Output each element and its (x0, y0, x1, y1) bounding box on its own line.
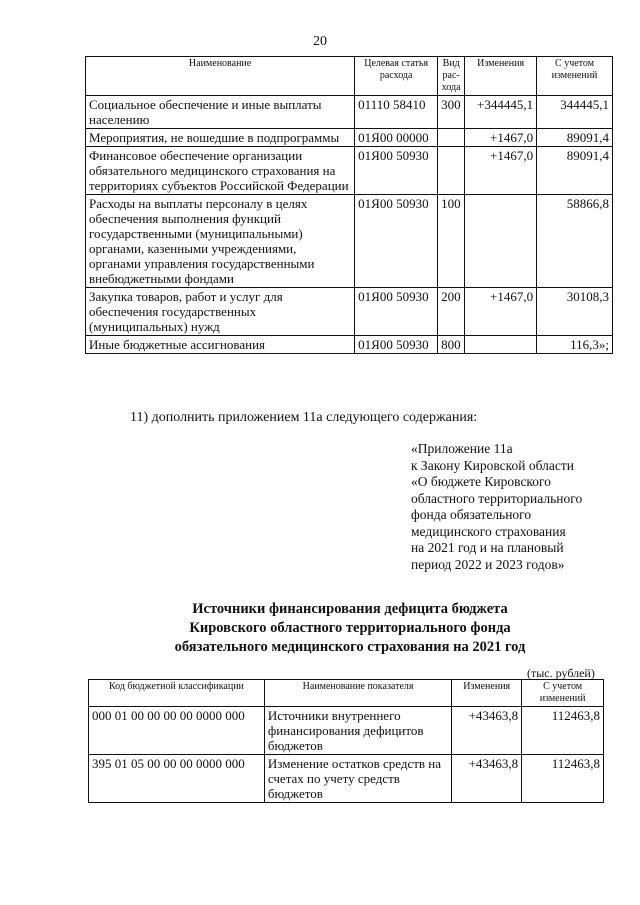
row-name: Источники внутреннего финансирования дефицитов бюджетов (264, 707, 451, 755)
table-header-row (89, 680, 604, 707)
header-total: С учетом изменений (522, 680, 604, 707)
row-total: 58866,8 (537, 195, 613, 288)
row-name: Социальное обеспечение и иные выплаты населению (86, 96, 355, 129)
row-name: Изменение остатков средств на счетах по учету средств бюджетов (264, 755, 451, 803)
expenditure-table (85, 56, 613, 354)
row-code: 000 01 00 00 00 00 0000 000 (89, 707, 265, 755)
appendix-line: «Приложение 11а (411, 441, 513, 456)
appendix-line: «О бюджете Кировского (411, 474, 552, 489)
appendix-line: фонда обязательного (411, 507, 532, 522)
appendix-line: медицинского страхования (411, 523, 566, 539)
row-total: 89091,4 (537, 129, 613, 147)
appendix-header (411, 441, 611, 573)
row-total: 112463,8 (522, 755, 604, 803)
row-code: 01Я00 50930 (355, 147, 438, 195)
title-line: Источники финансирования дефицита бюджета (192, 601, 508, 617)
row-type: 100 (438, 195, 465, 288)
table-row (89, 707, 604, 755)
row-type: 300 (438, 96, 465, 129)
table-row (86, 129, 613, 147)
title-line: обязательного медицинского страхования на 2021 год (174, 639, 526, 655)
header-changes: Изменения (465, 57, 537, 96)
row-name: Закупка товаров, работ и услуг для обеспечения государственных (муниципальных) нужд (86, 288, 355, 336)
row-total: 30108,3 (537, 288, 613, 336)
header-indicator-name: Наименование показателя (264, 680, 451, 707)
row-change: +344445,1 (465, 96, 537, 129)
row-name: Расходы на выплаты персоналу в целях обеспечения выполнения функций государственными (муниципальными) органами, казенными учреждениями, органами управления государственными внебюджетными фондами (86, 195, 355, 288)
header-name: Наименование (86, 57, 355, 96)
page-number: 20 (313, 34, 327, 49)
appendix-line: областного территориального (411, 490, 583, 506)
row-total: 112463,8 (522, 707, 604, 755)
financing-sources-table (88, 679, 604, 803)
row-total: 116,3»; (537, 336, 613, 354)
header-total: С учетом изменений (537, 57, 613, 96)
title-line: Кировского областного территориального фонда (189, 620, 511, 636)
table-header-row (86, 57, 613, 96)
amendment-text: 11) дополнить приложением 11а следующего содержания: (130, 410, 478, 425)
row-type: 800 (438, 336, 465, 354)
row-change: +1467,0 (465, 147, 537, 195)
table-row (86, 195, 613, 288)
row-type (438, 129, 465, 147)
table-row (86, 336, 613, 354)
header-expense-type: Вид рас-хода (438, 57, 465, 96)
row-change: +43463,8 (452, 755, 522, 803)
units-label: (тыс. рублей) (527, 666, 595, 680)
row-code: 01Я00 50930 (355, 336, 438, 354)
row-code: 01Я00 50930 (355, 288, 438, 336)
table-row (86, 147, 613, 195)
document-title (0, 600, 640, 657)
appendix-line: к Закону Кировской области (411, 457, 575, 473)
row-code: 01Я00 00000 (355, 129, 438, 147)
appendix-line: на 2021 год и на плановый (411, 540, 564, 555)
row-code: 01110 58410 (355, 96, 438, 129)
table-row (86, 96, 613, 129)
appendix-line: период 2022 и 2023 годов» (411, 556, 565, 572)
row-code: 01Я00 50930 (355, 195, 438, 288)
row-total: 89091,4 (537, 147, 613, 195)
header-target-article: Целевая статья расхода (355, 57, 438, 96)
header-changes: Изменения (452, 680, 522, 707)
row-change (465, 336, 537, 354)
row-name: Иные бюджетные ассигнования (86, 336, 355, 354)
row-code: 395 01 05 00 00 00 0000 000 (89, 755, 265, 803)
row-change: +1467,0 (465, 288, 537, 336)
row-name: Мероприятия, не вошедшие в подпрограммы (86, 129, 355, 147)
table-row (89, 755, 604, 803)
row-name: Финансовое обеспечение организации обязательного медицинского страхования на территориях субъектов Российской Федерации (86, 147, 355, 195)
row-total: 344445,1 (537, 96, 613, 129)
table-row (86, 288, 613, 336)
row-change (465, 195, 537, 288)
row-type (438, 147, 465, 195)
header-budget-code: Код бюджетной классификации (89, 680, 265, 707)
row-change: +1467,0 (465, 129, 537, 147)
row-change: +43463,8 (452, 707, 522, 755)
row-type: 200 (438, 288, 465, 336)
